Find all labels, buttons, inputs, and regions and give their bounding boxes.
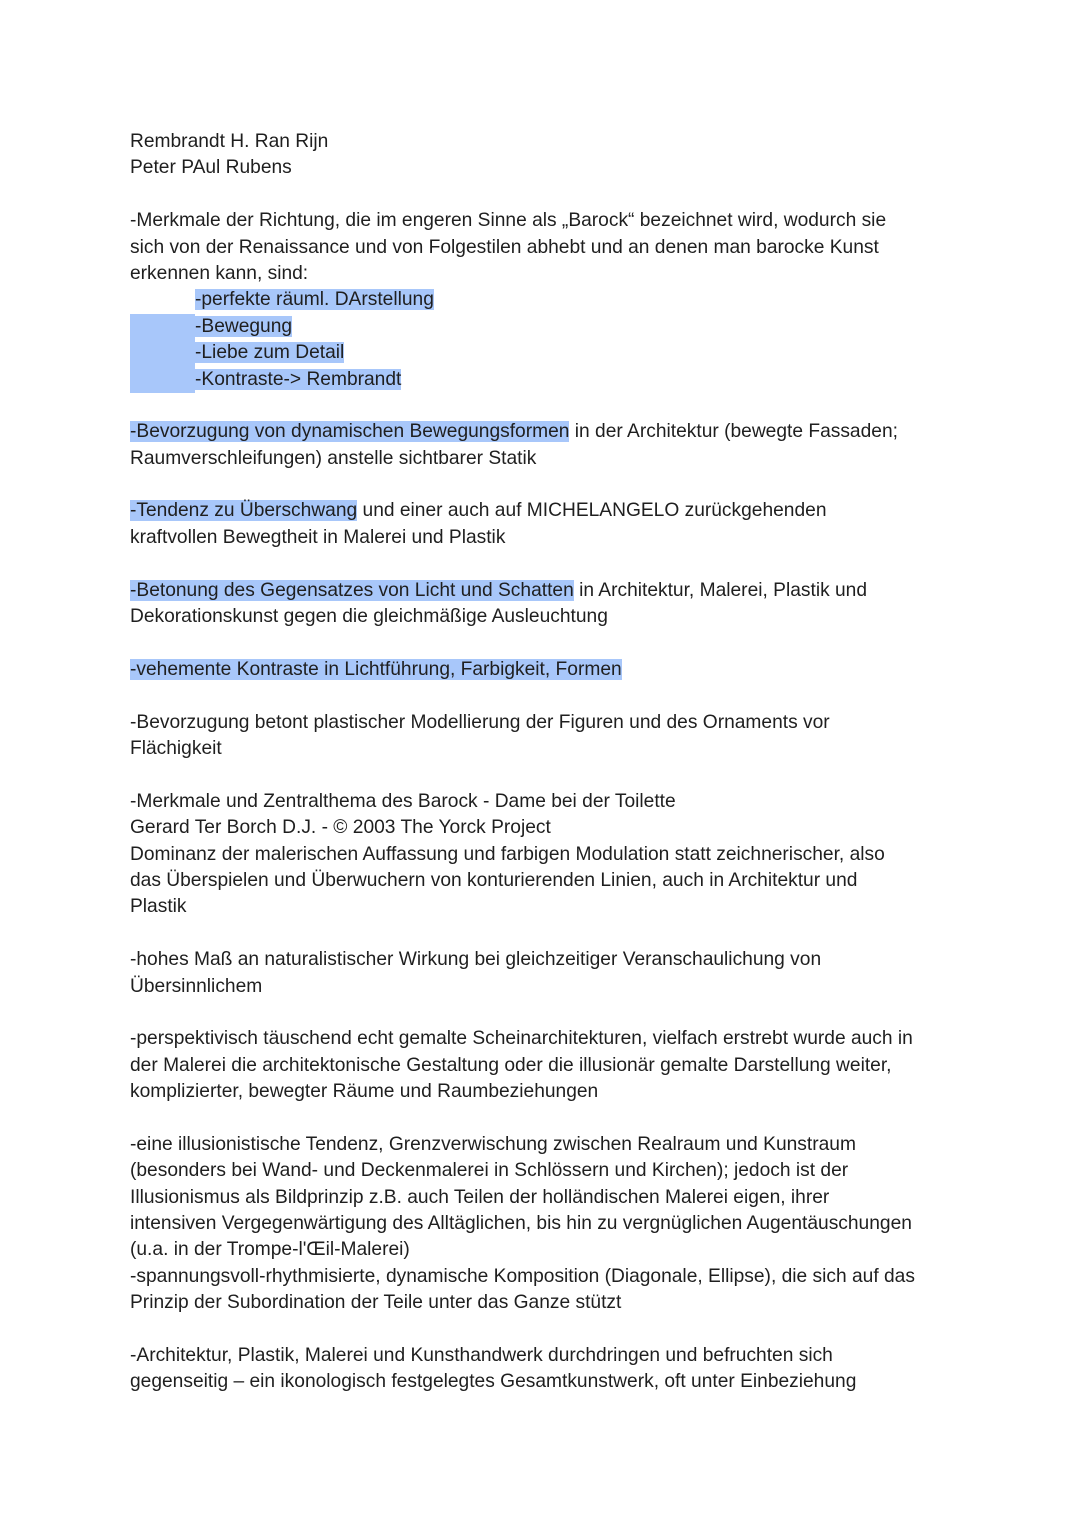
paragraph-gap — [130, 1000, 960, 1026]
paragraph-line: Dominanz der malerischen Auffassung und farbigen Modulation statt zeichnerischer, also — [130, 843, 885, 865]
paragraph-line: Übersinnlichem — [130, 975, 263, 997]
paragraph-bewegungsformen: -Bevorzugung von dynamischen Bewegungsformen in der Architektur (bewegte Fassaden; — [130, 421, 898, 443]
paragraph-line: intensiven Vergegenwärtigung des Alltäglichen, bis hin zu vergnüglichen Augentäuschungen — [130, 1213, 912, 1235]
paragraph-illusionismus: -eine illusionistische Tendenz, Grenzverwischung zwischen Realraum und Kunstraum — [130, 1133, 856, 1155]
paragraph-gap — [130, 182, 960, 208]
document-page — [130, 129, 960, 1396]
intro-line: sich von der Renaissance und von Folgestilen abhebt und an denen man barocke Kunst — [130, 236, 879, 258]
paragraph-gesamtkunstwerk: -Architektur, Plastik, Malerei und Kunsthandwerk durchdringen und befruchten sich — [130, 1344, 833, 1366]
paragraph-line: Illusionismus als Bildprinzip z.B. auch Teilen der holländischen Malerei eigen, ihrer — [130, 1186, 830, 1208]
paragraph-line: Gerard Ter Borch D.J. - © 2003 The Yorck Project — [130, 817, 551, 839]
list-item-bewegung — [130, 314, 960, 340]
paragraph-line: Flächigkeit — [130, 737, 222, 759]
highlighted-text: -Kontraste-> Rembrandt — [195, 368, 402, 390]
paragraph-gap — [130, 630, 960, 656]
paragraph-gap — [130, 683, 960, 709]
paragraph-naturalistisch: -hohes Maß an naturalistischer Wirkung bei gleichzeitiger Veranschaulichung von — [130, 949, 822, 971]
paragraph-kontraste — [130, 657, 960, 683]
list-item-liebe-zum-detail — [130, 340, 960, 366]
highlighted-text: -Tendenz zu Überschwang — [130, 500, 358, 522]
highlighted-text: -perfekte räuml. DArstellung — [195, 289, 434, 311]
paragraph-line: Plastik — [130, 896, 187, 918]
paragraph-gap — [130, 921, 960, 947]
highlighted-text: -Bevorzugung von dynamischen Bewegungsformen — [130, 421, 570, 443]
paragraph-licht-schatten: -Betonung des Gegensatzes von Licht und Schatten in Architektur, Malerei, Plastik und — [130, 579, 868, 601]
paragraph-gap — [130, 393, 960, 419]
artist-name-rubens: Peter PAul Rubens — [130, 157, 292, 179]
paragraph-gap — [130, 472, 960, 498]
artist-name-rembrandt: Rembrandt H. Ran Rijn — [130, 131, 329, 152]
list-item-kontraste — [130, 367, 960, 393]
paragraph-line: kraftvollen Bewegtheit in Malerei und Plastik — [130, 526, 506, 548]
paragraph-line: der Malerei die architektonische Gestaltung oder die illusionär gemalte Darstellung weiter, — [130, 1054, 892, 1076]
highlighted-text: -Bewegung — [195, 315, 293, 337]
paragraph-line: (besonders bei Wand- und Deckenmalerei in Schlössern und Kirchen); jedoch ist der — [130, 1160, 849, 1182]
paragraph-modellierung: -Bevorzugung betont plastischer Modellierung der Figuren und des Ornaments vor — [130, 711, 830, 733]
highlighted-text: -vehemente Kontraste in Lichtführung, Farbigkeit, Formen — [130, 658, 622, 680]
paragraph-line: (u.a. in der Trompe-l'Œil-Malerei) — [130, 1239, 410, 1261]
paragraph-line: gegenseitig – ein ikonologisch festgelegtes Gesamtkunstwerk, oft unter Einbeziehung — [130, 1371, 857, 1393]
paragraph-ueberschwang: -Tendenz zu Überschwang und einer auch auf MICHELANGELO zurückgehenden — [130, 500, 827, 522]
intro-line: -Merkmale der Richtung, die im engeren Sinne als „Barock“ bezeichnet wird, wodurch sie — [130, 210, 887, 232]
highlighted-text: -Betonung des Gegensatzes von Licht und Schatten — [130, 579, 574, 601]
paragraph-line: Dekorationskunst gegen die gleichmäßige Ausleuchtung — [130, 606, 608, 628]
paragraph-zentralthema: -Merkmale und Zentralthema des Barock - Dame bei der Toilette — [130, 790, 676, 812]
paragraph-line: das Überspielen und Überwuchern von konturierenden Linien, auch in Architektur und — [130, 869, 858, 891]
paragraph-scheinarchitektur: -perspektivisch täuschend echt gemalte Scheinarchitekturen, vielfach erstrebt wurde auch in — [130, 1028, 913, 1050]
intro-line: erkennen kann, sind: — [130, 262, 309, 284]
paragraph-line: Raumverschleifungen) anstelle sichtbarer Statik — [130, 447, 537, 469]
paragraph-line: komplizierter, bewegter Räume und Raumbeziehungen — [130, 1081, 599, 1103]
paragraph-gap — [130, 1105, 960, 1131]
paragraph-komposition: -spannungsvoll-rhythmisierte, dynamische Komposition (Diagonale, Ellipse), die sich auf das — [130, 1265, 915, 1287]
paragraph-line: Prinzip der Subordination der Teile unter das Ganze stützt — [130, 1292, 622, 1314]
paragraph-gap — [130, 551, 960, 577]
paragraph-gap — [130, 762, 960, 788]
highlighted-text: -Liebe zum Detail — [195, 342, 345, 364]
paragraph-gap — [130, 1317, 960, 1343]
list-item-perfekte-darstellung — [130, 287, 960, 313]
